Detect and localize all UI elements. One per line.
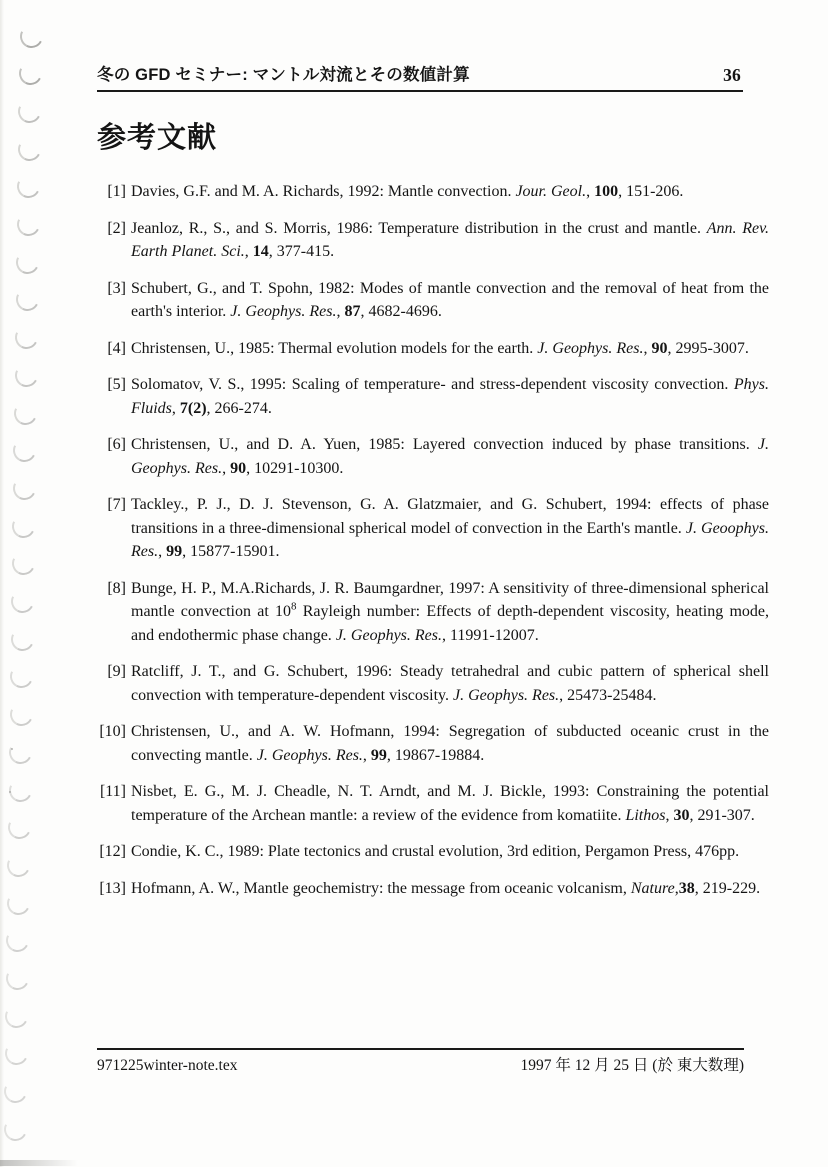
reference-text: Nisbet, E. G., M. J. Cheadle, N. T. Arndt, and M. J. Bickle, 1993: Constraining the potential temperature of the Archean mantle: a review of the evidence from komatiite. — [131, 783, 769, 824]
reference-label: [1] — [107, 183, 126, 200]
binding-hole — [8, 625, 37, 654]
reference-text: Ann. Rev. Earth Planet. Sci. — [131, 219, 770, 260]
reference-text: 90 — [230, 459, 247, 477]
reference-list — [97, 180, 769, 900]
reference-text: 7(2) — [179, 399, 207, 417]
binding-hole — [15, 135, 44, 164]
binding-hole — [15, 97, 44, 126]
binding-hole — [13, 248, 42, 277]
binding-hole — [3, 926, 32, 955]
reference-label: [12] — [99, 843, 126, 860]
reference-item — [97, 780, 769, 827]
binding-hole — [4, 889, 33, 918]
binding-hole — [9, 512, 38, 541]
binding-hole — [1, 1077, 30, 1106]
reference-item — [97, 493, 769, 564]
binding-hole — [11, 399, 40, 428]
binding-hole — [10, 436, 39, 465]
binding-hole — [2, 1039, 31, 1068]
reference-label: [4] — [107, 339, 126, 357]
binding-hole — [12, 361, 41, 390]
scan-edge-shadow — [0, 0, 4, 1167]
footer-rule — [97, 1048, 744, 1050]
reference-label: [6] — [107, 436, 126, 453]
binding-hole — [10, 474, 39, 503]
reference-text: Hofmann, A. W., Mantle geochemistry: the message from oceanic volcanism, — [131, 879, 631, 897]
reference-text: J. Geophys. Res. — [452, 686, 560, 704]
reference-label: [10] — [99, 723, 126, 740]
reference-label: [3] — [107, 279, 126, 297]
reference-item — [97, 217, 769, 264]
reference-item — [97, 577, 769, 648]
reference-text: , — [643, 339, 652, 357]
binding-hole — [14, 172, 43, 201]
reference-text: J. Geophys. Res. — [335, 626, 442, 644]
scan-speck — [9, 791, 11, 793]
reference-item — [97, 180, 769, 204]
reference-text: Bunge, H. P., M.A.Richards, J. R. Baumgardner, 1997: A sensitivity of three-dimensional spherical mantle convection at 10 — [131, 579, 769, 620]
reference-text: 87 — [344, 303, 361, 320]
reference-item — [97, 877, 769, 901]
reference-item — [97, 720, 769, 767]
reference-text: , — [158, 543, 167, 560]
binding-hole — [1, 1115, 30, 1144]
reference-item — [97, 337, 769, 361]
reference-item — [97, 277, 769, 324]
reference-label: [5] — [107, 376, 126, 393]
reference-text: , — [171, 399, 180, 417]
binding-hole — [13, 285, 42, 314]
reference-text: , 11991-12007. — [442, 626, 539, 644]
reference-text: , — [586, 183, 595, 200]
reference-text: , — [362, 746, 371, 764]
reference-label: [8] — [107, 579, 126, 597]
reference-text: , 10291-10300. — [246, 459, 344, 477]
running-head-title: 冬の GFD セミナー: マントル対流とその数値計算 — [97, 66, 470, 84]
reference-text: , — [674, 879, 679, 897]
reference-text: , — [336, 303, 345, 320]
reference-item — [97, 433, 769, 480]
reference-item — [97, 373, 769, 420]
header-rule — [97, 90, 743, 92]
reference-text: , — [222, 459, 231, 477]
reference-text: Christensen, U., 1985: Thermal evolution models for the earth. — [131, 339, 538, 357]
reference-text: , 19867-19884. — [386, 746, 485, 764]
reference-text: Ratcliff, J. T., and G. Schubert, 1996: Steady tetrahedral and cubic pattern of spherical shell convection with temperature-dependent viscosity. — [131, 663, 769, 704]
binding-hole — [3, 964, 32, 993]
reference-text: , — [665, 806, 674, 824]
reference-text: Solomatov, V. S., 1995: Scaling of temperature- and stress-dependent viscosity convection. — [131, 376, 734, 393]
binding-hole — [7, 700, 36, 729]
reference-label: [7] — [107, 496, 126, 513]
footer-filename: 971225winter-note.tex — [97, 1057, 238, 1074]
binding-hole — [17, 22, 46, 51]
footer-date: 1997 年 12 月 25 日 (於 東大数理) — [520, 1057, 744, 1074]
reference-text: , 4682-4696. — [360, 303, 442, 320]
scan-smudge — [0, 1160, 78, 1166]
binding-hole — [5, 813, 34, 842]
binding-hole — [8, 587, 37, 616]
binding-hole — [2, 1002, 31, 1031]
binding-hole — [16, 59, 45, 88]
reference-label: [11] — [99, 783, 126, 800]
reference-text: , 291-307. — [689, 806, 755, 824]
reference-text: , 25473-25484. — [559, 686, 657, 704]
page-header — [97, 65, 769, 86]
reference-text: Nature — [630, 879, 675, 897]
reference-item — [97, 660, 769, 707]
reference-text: Christensen, U., and A. W. Hofmann, 1994: Segregation of subducted oceanic crust in the convecting mantle. — [131, 723, 769, 764]
reference-text: , 2995-3007. — [667, 339, 749, 357]
binding-hole — [12, 323, 41, 352]
reference-text: , — [244, 243, 253, 260]
reference-text: Rayleigh number: Effects of depth-dependent viscosity, heating mode, and endothermic phase change. — [131, 603, 770, 644]
reference-text: Phys. Fluids — [131, 376, 769, 417]
reference-text: 100 — [594, 183, 619, 200]
reference-text: , 266-274. — [206, 399, 272, 417]
reference-text: , 15877-15901. — [182, 543, 280, 560]
reference-item — [97, 840, 769, 864]
binding-hole — [4, 851, 33, 880]
reference-text: 8 — [291, 600, 297, 613]
reference-text: J. Geophys. Res. — [131, 436, 769, 477]
reference-text: J. Geophys. Res. — [230, 303, 337, 320]
binding-hole — [6, 738, 35, 767]
reference-text: Christensen, U., and D. A. Yuen, 1985: Layered convection induced by phase transitions. — [131, 436, 758, 453]
reference-text: 14 — [252, 243, 269, 260]
reference-label: [2] — [107, 219, 126, 237]
reference-text: Jeanloz, R., S., and S. Morris, 1986: Temperature distribution in the crust and mantle. — [131, 219, 707, 237]
binding-hole — [6, 776, 35, 805]
reference-text: 99 — [370, 746, 387, 764]
reference-text: , 151-206. — [618, 183, 684, 200]
binding-hole — [14, 210, 43, 239]
reference-text: J. Geoophys. Res. — [131, 519, 769, 560]
reference-text: 90 — [651, 339, 668, 357]
reference-label: [9] — [107, 663, 126, 680]
reference-text: 30 — [673, 806, 690, 824]
reference-text: Davies, G.F. and M. A. Richards, 1992: Mantle convection. — [131, 183, 516, 200]
section-title: 参考文献 — [97, 122, 218, 154]
scan-speck — [11, 748, 13, 750]
reference-text: J. Geophys. Res. — [537, 339, 644, 357]
reference-text: Condie, K. C., 1989: Plate tectonics and crustal evolution, 3rd edition, Pergamon Press, 476pp. — [131, 843, 740, 860]
page-content — [97, 0, 769, 913]
reference-text: Jour. Geol. — [515, 183, 587, 200]
page-footer — [97, 1048, 744, 1076]
reference-text: Tackley., P. J., D. J. Stevenson, G. A. Glatzmaier, and G. Schubert, 1994: effects of phase transitions in a three-dimensional spherical model of convection in the Earth's mantle. — [131, 496, 769, 537]
reference-text: , 377-415. — [268, 243, 335, 260]
reference-text: 99 — [166, 543, 183, 560]
reference-text: Schubert, G., and T. Spohn, 1982: Modes of mantle convection and the removal of heat from the earth's interior. — [131, 279, 769, 320]
reference-text: , 219-229. — [694, 879, 761, 897]
reference-text: Lithos — [625, 806, 666, 824]
reference-text: J. Geophys. Res. — [256, 746, 363, 764]
reference-label: [13] — [99, 879, 126, 897]
binding-hole — [9, 549, 38, 578]
reference-text: 38 — [678, 879, 695, 897]
binding-hole — [7, 662, 36, 691]
page-number: 36 — [723, 65, 741, 85]
